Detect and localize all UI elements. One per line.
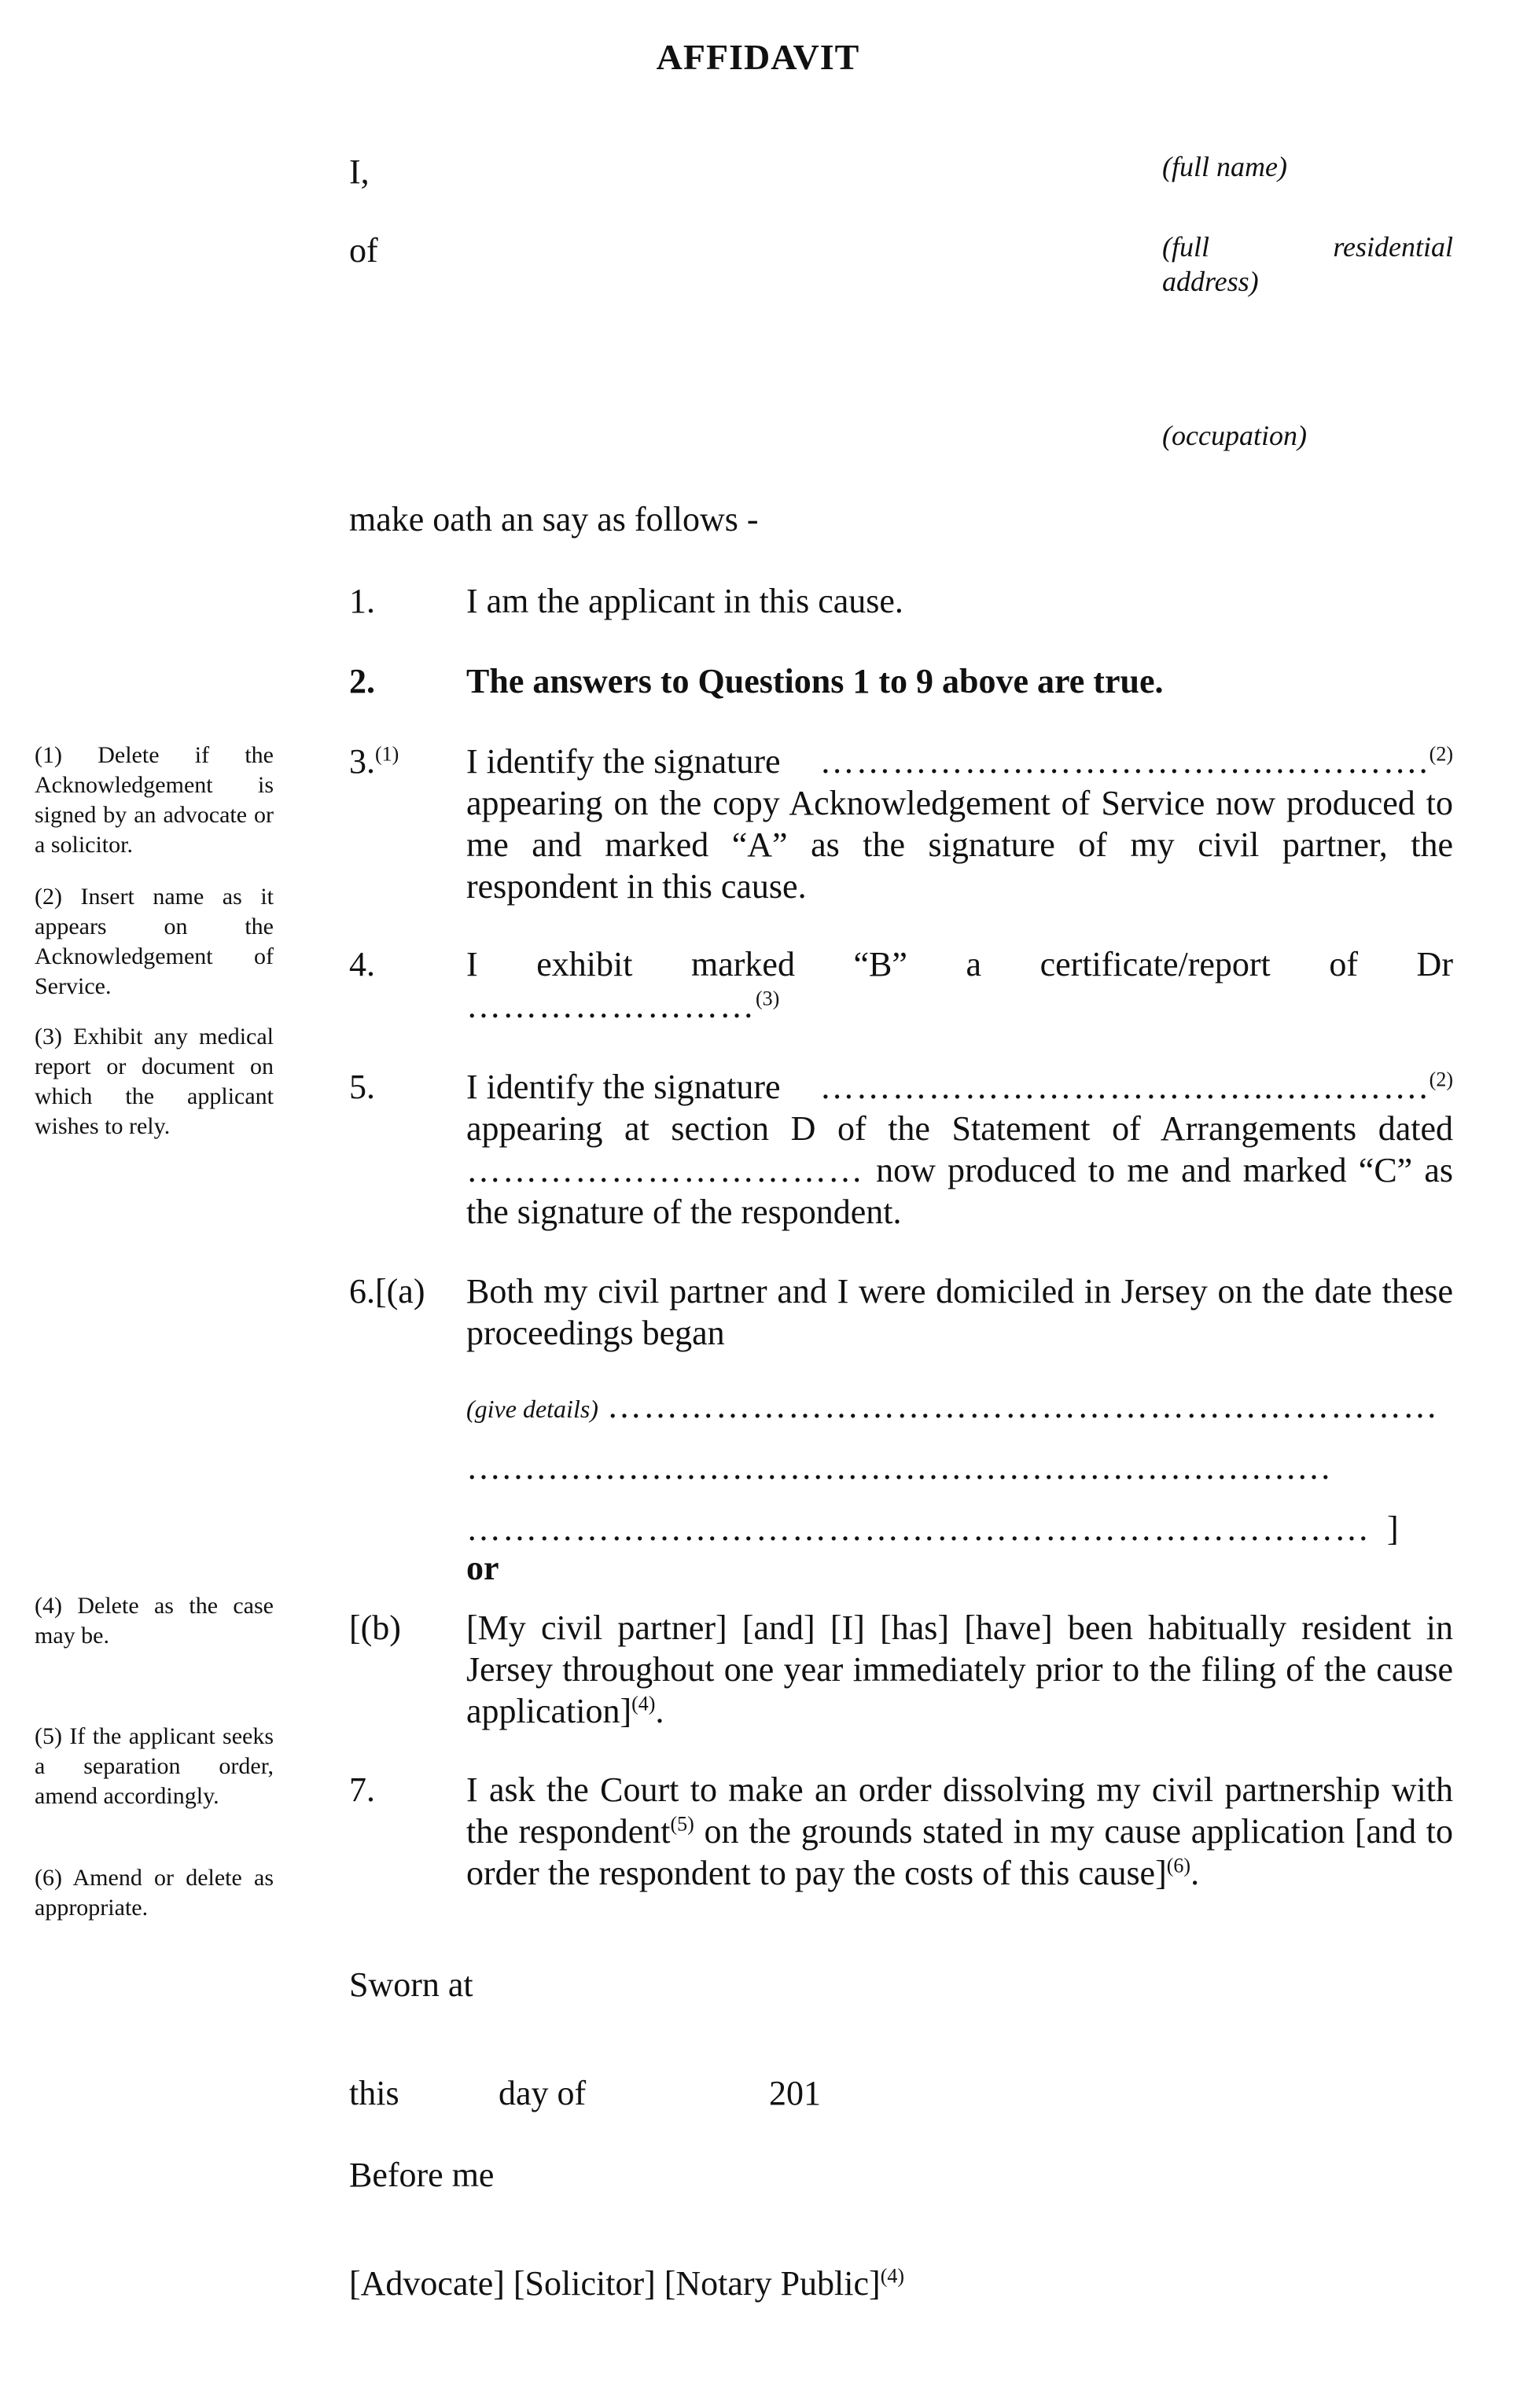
para-1-number: 1. bbox=[349, 582, 375, 620]
footnote-ref-1: (1) bbox=[375, 742, 399, 766]
give-details-line-1 bbox=[466, 1385, 1453, 1430]
signature-name-blank: ………………………………..…………. bbox=[819, 742, 1430, 781]
intro-line: make oath an say as follows - bbox=[349, 500, 759, 539]
this-label: this bbox=[349, 2074, 399, 2112]
document-title: AFFIDAVIT bbox=[656, 37, 860, 77]
para-5-signature-line: I identify the signature ………………………………..………….$^{(2)}$ bbox=[466, 1068, 1453, 1106]
para-6a-number: 6.[(a) bbox=[349, 1272, 425, 1311]
details-blank-1: …………………………………………………………… bbox=[606, 1387, 1439, 1425]
side-note-6: (6) Amend or delete as appropriate. bbox=[35, 1865, 274, 1921]
officer-line: [Advocate] [Solicitor] [Notary Public]$^{(4)}$ bbox=[349, 2264, 905, 2303]
or-separator: or bbox=[466, 1549, 499, 1587]
side-note-1: (1) Delete if the Acknowledgement is signed by an advocate or a solicitor. bbox=[35, 742, 274, 858]
footnote-ref-6: (6) bbox=[1166, 1854, 1191, 1877]
para-6b-number: [(b) bbox=[349, 1608, 401, 1647]
para-2-number: 2. bbox=[349, 662, 375, 700]
address-hint-3: address) bbox=[1162, 266, 1259, 297]
address-hint-1: (full bbox=[1162, 231, 1209, 263]
occupation-hint: (occupation) bbox=[1162, 420, 1307, 451]
footnote-ref-2b: (2) bbox=[1429, 1068, 1453, 1091]
side-note-4: (4) Delete as the case may be. bbox=[35, 1593, 274, 1649]
para-5-number: 5. bbox=[349, 1068, 375, 1106]
footnote-ref-2: (2) bbox=[1429, 742, 1453, 766]
side-note-5: (5) If the applicant seeks a separation order, amend accordingly. bbox=[35, 1723, 274, 1809]
footnote-ref-3: (3) bbox=[756, 987, 780, 1010]
para-7-text: I ask the Court to make an order dissolving my civil partnership with the respondent$^{(5)}$ on the grounds stated in my cause application [and to order the respondent to pay the costs of this cause]$^{(6)}$. bbox=[466, 1770, 1454, 1892]
address-hint-2: residential bbox=[1333, 231, 1453, 263]
para-6b-text: [My civil partner] [and] [I] [has] [have] been habitually resident in Jersey throughout one year immediately prior to the filing of the cause application]$^{(4)}$. bbox=[466, 1608, 1453, 1730]
para-3-text: I identify the signature ………………………………..………….$^{(2)}$ appearing on the copy Acknowledgement of Service now produced to me and marked “A” as the signature of my civil partner, the respondent in this cause. bbox=[466, 742, 1453, 906]
para-5-line-2: appearing at section D of the Statement of Arrangements dated bbox=[466, 1109, 1453, 1148]
of-label: of bbox=[349, 231, 378, 270]
para-1-text: I am the applicant in this cause. bbox=[466, 582, 903, 620]
i-label: I, bbox=[349, 153, 370, 191]
footnote-ref-4b: (4) bbox=[880, 2264, 905, 2288]
give-details-label: (give details) bbox=[466, 1395, 598, 1423]
para-6a-text: Both my civil partner and I were domiciled in Jersey on the date these proceedings began bbox=[466, 1272, 1453, 1352]
para-4-doctor-line bbox=[466, 985, 1453, 1027]
details-blank-3: ………………………………………………………………… bbox=[466, 1509, 1371, 1548]
side-note-3: (3) Exhibit any medical report or document on which the applicant wishes to rely. bbox=[35, 1024, 274, 1139]
before-me-label: Before me bbox=[349, 2156, 495, 2194]
day-of-label: day of bbox=[499, 2074, 587, 2112]
details-close-bracket: ] bbox=[1387, 1509, 1399, 1548]
doctor-name-blank: …………………… bbox=[466, 987, 756, 1025]
para-7-number: 7. bbox=[349, 1770, 375, 1809]
para-3-number: 3.$^{(1)}$ bbox=[349, 742, 399, 781]
sworn-at-label: Sworn at bbox=[349, 1965, 473, 2004]
para-5-text: I identify the signature ………………………………..………….$^{(2)}$ appearing at section D of the Statement of Arrangements dated …………………………… now produced to me and marked “C” as the signature of the respondent. bbox=[466, 1068, 1453, 1231]
para-2-text: The answers to Questions 1 to 9 above are true. bbox=[466, 662, 1164, 700]
statement-date-blank: …………………………… bbox=[466, 1151, 864, 1189]
footnote-ref-4: (4) bbox=[631, 1692, 656, 1715]
para-3-signature-line: I identify the signature ………………………………..………….$^{(2)}$ bbox=[466, 742, 1453, 781]
side-note-2: (2) Insert name as it appears on the Acknowledgement of Service. bbox=[35, 884, 274, 999]
para-4-text: I exhibit marked “B” a certificate/report of Dr bbox=[466, 945, 1453, 983]
signature-name-blank-2: ………………………………..…………. bbox=[819, 1068, 1430, 1106]
year-label: 201 bbox=[769, 2074, 821, 2112]
details-line-3 bbox=[466, 1508, 1399, 1550]
para-4-number: 4. bbox=[349, 945, 375, 983]
full-name-hint: (full name) bbox=[1162, 151, 1287, 182]
details-blank-2: ………………………………………………………………… bbox=[466, 1448, 1331, 1487]
footnote-ref-5: (5) bbox=[670, 1812, 694, 1836]
